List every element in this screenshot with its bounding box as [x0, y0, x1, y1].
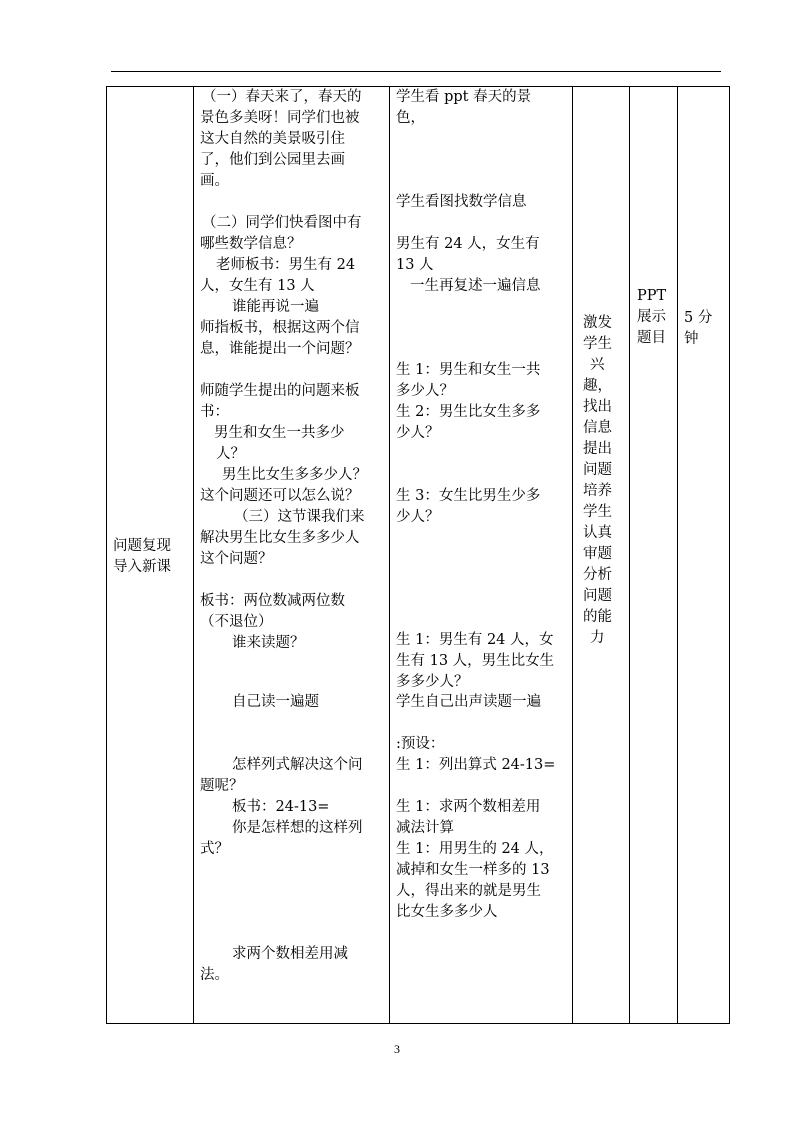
teacher-line: 题呢？ — [200, 778, 244, 794]
design-purpose-cell — [573, 87, 630, 1024]
teacher-line: 人？ — [216, 446, 245, 462]
media-line: 题目 — [637, 330, 666, 346]
student-line: 生 1：男生有 24 人，女 — [396, 632, 554, 648]
teacher-line: （三）这节课我们来 — [234, 509, 365, 525]
student-line: :预设： — [396, 736, 445, 752]
student-line: 少人？ — [396, 425, 440, 441]
student-line: 减法计算 — [396, 820, 454, 836]
student-line: 生 1：用男生的 24 人， — [396, 841, 554, 857]
student-line: 生 3：女生比男生少多 — [396, 488, 541, 504]
student-line: 生 1：列出算式 24-13= — [396, 757, 556, 773]
teacher-line: （一）春天来了，春天的 — [202, 89, 362, 105]
student-line: 生有 13 人，男生比女生 — [396, 653, 555, 669]
time-cell — [678, 87, 730, 1024]
stage-line: 问题复现 — [113, 538, 171, 554]
student-line: 13 人 — [396, 257, 434, 273]
purpose-line: 力 — [590, 630, 605, 646]
teacher-line: 解决男生比女生多多少人 — [200, 530, 360, 546]
purpose-line: 培养 — [583, 483, 612, 499]
teacher-line: 哪些数学信息？ — [200, 236, 302, 252]
student-line: 学生自己出声读题一遍 — [396, 694, 541, 710]
student-line: 多多少人？ — [396, 674, 469, 690]
teacher-line: 书： — [200, 404, 229, 420]
student-line: 人，得出来的就是男生 — [396, 883, 541, 899]
teacher-line: 景色多美呀！同学们也被 — [200, 110, 360, 126]
teacher-line: 男生比女生多多少人？ — [222, 467, 367, 483]
time-line: 5 分 — [684, 310, 713, 326]
stage-line: 导入新课 — [113, 559, 171, 575]
teacher-line: 画。 — [200, 173, 229, 189]
header-rule — [111, 71, 721, 72]
media-line: PPT — [637, 288, 667, 304]
student-line: 男生有 24 人，女生有 — [396, 236, 540, 252]
purpose-line: 认真 — [583, 525, 612, 541]
teacher-line: 谁来读题？ — [232, 635, 305, 651]
teacher-line: 你是怎样想的这样列 — [232, 820, 363, 836]
media-line: 展示 — [637, 309, 666, 325]
student-line: 一生再复述一遍信息 — [410, 278, 541, 294]
purpose-line: 提出 — [583, 441, 612, 457]
purpose-line: 分析 — [583, 567, 612, 583]
teacher-line: 这个问题还可以怎么说？ — [200, 488, 360, 504]
purpose-line: 信息 — [583, 420, 612, 436]
lesson-plan-table — [106, 86, 730, 1024]
purpose-line: 学生 — [583, 336, 612, 352]
purpose-line: 学生 — [583, 504, 612, 520]
student-line: 少人？ — [396, 509, 440, 525]
teacher-line: 谁能再说一遍 — [232, 299, 319, 315]
teacher-line: 这个问题？ — [200, 551, 273, 567]
purpose-line: 激发 — [583, 315, 612, 331]
teacher-line: 了，他们到公园里去画 — [200, 152, 345, 168]
student-line: 学生看 ppt 春天的景 — [396, 89, 532, 105]
student-line: 减掉和女生一样多的 13 — [396, 862, 550, 878]
teacher-activity-cell — [194, 87, 390, 1024]
teacher-line: 息，谁能提出一个问题？ — [200, 341, 360, 357]
teacher-line: 式？ — [200, 841, 229, 857]
teacher-line: （不退位） — [200, 614, 273, 630]
teacher-line: 板书：两位数减两位数 — [200, 593, 345, 609]
purpose-line: 找出 — [583, 399, 612, 415]
time-line: 钟 — [684, 331, 699, 347]
purpose-line: 问题 — [583, 588, 612, 604]
student-line: 生 2：男生比女生多多 — [396, 404, 541, 420]
teacher-line: 板书：24-13= — [232, 799, 330, 815]
teacher-line: 这大自然的美景吸引住 — [200, 131, 345, 147]
purpose-line: 的能 — [583, 609, 612, 625]
student-line: 生 1：求两个数相差用 — [396, 799, 541, 815]
student-line: 比女生多多少人 — [396, 904, 498, 920]
purpose-line: 趣， — [583, 378, 612, 394]
teacher-line: （二）同学们快看图中有 — [202, 215, 362, 231]
student-line: 学生看图找数学信息 — [396, 194, 527, 210]
teacher-line: 师指板书，根据这两个信 — [200, 320, 360, 336]
teacher-line: 怎样列式解决这个问 — [232, 757, 363, 773]
teacher-line: 求两个数相差用减 — [232, 946, 348, 962]
teacher-line: 师随学生提出的问题来板 — [200, 383, 360, 399]
teacher-line: 人，女生有 13 人 — [200, 278, 315, 294]
student-activity-cell — [390, 87, 573, 1024]
teacher-line: 自己读一遍题 — [232, 694, 319, 710]
table-row — [107, 87, 730, 1024]
purpose-line: 问题 — [583, 462, 612, 478]
purpose-line: 兴 — [590, 357, 605, 373]
student-line: 多少人？ — [396, 383, 454, 399]
teacher-line: 法。 — [200, 967, 229, 983]
teacher-line: 男生和女生一共多少 — [214, 425, 345, 441]
student-line: 生 1：男生和女生一共 — [396, 362, 541, 378]
media-cell — [630, 87, 678, 1024]
stage-cell — [107, 87, 194, 1024]
teacher-line: 老师板书：男生有 24 — [216, 257, 356, 273]
page-number: 3 — [394, 1042, 400, 1056]
purpose-line: 审题 — [583, 546, 612, 562]
student-line: 色， — [396, 110, 425, 126]
